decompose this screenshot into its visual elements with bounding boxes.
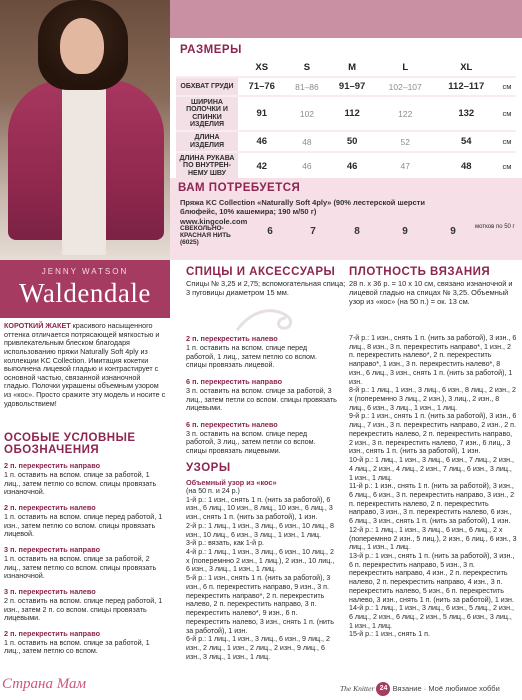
table-row — [176, 131, 516, 152]
abbrev-item — [186, 377, 338, 413]
title-banner — [0, 260, 170, 318]
size-label: XL — [435, 59, 498, 77]
unit: см — [498, 96, 516, 131]
materials-title: ВАМ ПОТРЕБУЕТСЯ — [178, 182, 301, 194]
skein-count: 9 — [450, 226, 456, 237]
cell: 71–76 — [238, 77, 286, 96]
size-label: S — [286, 59, 329, 77]
cell: 46 — [286, 152, 329, 180]
pattern-name: Объемный узор из «кос» — [186, 478, 277, 487]
cell: 122 — [376, 96, 435, 131]
abbrev-title: 2 п. перекрестить направо — [4, 461, 101, 471]
color-label: СВЕКОЛЬНО-КРАСНАЯ НИТЬ (6025) — [180, 225, 231, 247]
header-strip — [170, 0, 522, 38]
abbrev-title: 2 п. перекрестить налево — [4, 503, 96, 513]
yarn-text: Пряжа KC Collection «Naturally Soft 4ply» (90% лестерской шерсти блюфейс, 10% кашемира; 190 м/50 г) — [180, 198, 425, 217]
author-name: JENNY WATSON — [41, 267, 129, 276]
pattern-title: Waldendale — [19, 278, 151, 308]
size-label: L — [376, 59, 435, 77]
page-footer — [340, 682, 500, 696]
abbrev-item — [4, 629, 166, 656]
abbrev-title: 2 п. перекрестить направо — [4, 628, 101, 638]
abbrev-body: 1 п. оставить на вспом. спице перед работой, 1 лиц., затем петлю со вспом. спицы провязать лицевой. — [186, 343, 317, 370]
sizes-title: РАЗМЕРЫ — [180, 44, 242, 56]
cell: 91 — [238, 96, 286, 131]
yarn-description — [180, 198, 450, 226]
swirl-decoration — [232, 302, 302, 336]
abbrev-body: 1 п. оставить на вспом. спице перед работой, 1 изн., затем петлю со вспом. спицы провязать лицевой. — [4, 512, 163, 539]
magazine-tagline: Вязание · Моё любимое хобби — [392, 683, 500, 693]
unit: см — [498, 77, 516, 96]
abbrev-title: 2 п. перекрестить налево — [186, 334, 278, 343]
cell: 48 — [286, 131, 329, 152]
patterns-section — [186, 462, 338, 661]
materials-section — [170, 178, 522, 260]
cell: 47 — [376, 152, 435, 180]
abbrev-item — [4, 545, 166, 581]
patterns-title: УЗОРЫ — [186, 462, 231, 474]
row-label: ДЛИНА РУКАВА ПО ВНУТРЕН-НЕМУ ШВУ — [176, 152, 238, 180]
cell: 112–117 — [435, 77, 498, 96]
abbrev-item — [186, 420, 338, 456]
table-row — [176, 96, 516, 131]
gauge-text: 28 п. х 36 р. = 10 х 10 см, связано изнаночной и лицевой гладью на спицах № 3,25. Объемный узор из «кос» (на 50 п.) = ок. 13 см. — [349, 279, 513, 306]
skein-count: 8 — [354, 226, 360, 237]
abbrev-title: 3 п. перекрестить налево — [4, 586, 96, 596]
abbrev-body: 1 п. оставить на вспом. спице за работой, 1 лиц., затем петлю со вспом. спицы провязать изнаночной. — [4, 470, 157, 497]
unit: см — [498, 152, 516, 180]
abbrev-body: 2 п. оставить на вспом. спице перед работой, 1 изн., затем 2 п. со вспом. спицы провязать лицевыми. — [4, 595, 163, 623]
pattern-rows: (на 50 п. и 24 р.) 1-й р.: 1 изн., снять 1 п. (нить за работой), 6 изн., 6 лиц., 10 изн., 8 лиц., 10 изн., 6 лиц., 3 изн., снять 1 п. (нить за работой), 1 изн. 2-й р.: 1 лиц., 1 изн., 3 лиц., 6 изн., 10 лиц., 8 изн., 10 лиц., 6 изн., 3 лиц., 1 изн., 1 лиц. 3-й р.: вязать, как 1-й р. 4-й р.: 1 лиц., 1 изн., 3 лиц., 6 изн., 10 лиц., 2 х (поперемнно 2 изн., 1 лиц.), 2 изн., 10 лиц., 6 изн., 3 лиц., 1 изн., 1 лиц. 5-й р.: 1 изн., снять 1 п. (нить за работой), 3 изн., 6 п. перекрестить направо, 9 изн., 3 п. перекрестить направо*, 2 п. перекрестить налево, 2 п. перекрестить направо, 3 п. перекрестить налево*, 9 изн., 6 п. перекрестить налево, 3 изн., снять 1 п. (нить за работой), 1 изн. 6-й р.: 1 лиц., 1 изн., 3 лиц., 6 изн., 9 лиц., 2 изн., 2 лиц., 1 изн., 2 лиц., 2 изн., 9 лиц., 6 изн., 3 лиц., 1 изн., 1 лиц. — [186, 487, 335, 661]
cell: 91–97 — [328, 77, 376, 96]
intro-body: красивого насыщенного оттенка отличается потрясающей мягкостью и привлекательным блеском благодаря использованию пряжи Naturally Soft 4ply из коллекции KC Collection. Имитация кокетки выполнена лицевой гладью и контрастирует с основной частью, связанной изнаночной гладью. Полочки украшены объемным узором из «кос». Просто сражите эту модель и носите с удовольствием! — [4, 321, 166, 408]
intro-text — [4, 322, 166, 408]
sizes-table — [176, 59, 516, 181]
face-shape — [60, 18, 104, 74]
cell: 81–86 — [286, 77, 329, 96]
abbreviations-title: ОСОБЫЕ УСЛОВНЫЕ ОБОЗНАЧЕНИЯ — [4, 432, 136, 457]
table-row — [176, 77, 516, 96]
cell: 132 — [435, 96, 498, 131]
abbrev-title: 6 п. перекрестить направо — [186, 376, 283, 386]
row-label: ДЛИНА ИЗДЕЛИЯ — [176, 131, 238, 152]
cell: 42 — [238, 152, 286, 180]
row-label: ОБХВАТ ГРУДИ — [176, 77, 238, 96]
magazine-name: The Knitter — [340, 683, 375, 693]
cell: 50 — [328, 131, 376, 152]
cell: 46 — [238, 131, 286, 152]
yarn-url: www.kingcole.com — [180, 216, 248, 226]
abbrev-item — [4, 503, 166, 539]
cell: 48 — [435, 152, 498, 180]
size-label: M — [328, 59, 376, 77]
abbreviations-continued — [186, 334, 338, 463]
shirt-shape — [62, 80, 106, 255]
needles-text: Спицы № 3,25 и 2,75; вспомогательная спица; 3 пуговицы диаметром 15 мм. — [186, 279, 346, 297]
cell: 54 — [435, 131, 498, 152]
cell: 46 — [328, 152, 376, 180]
row-label: ШИРИНА ПОЛОЧКИ И СПИНКИ ИЗДЕЛИЯ — [176, 96, 238, 131]
cell: 102 — [286, 96, 329, 131]
abbrev-item — [4, 587, 166, 623]
sizes-section — [176, 44, 516, 181]
abbrev-item — [186, 334, 338, 370]
site-watermark: Страна Мам — [2, 676, 87, 692]
pattern-rows-continued: 7-й р.: 1 изн., снять 1 п. (нить за работой), 3 изн., 6 лиц., 8 изн., 3 п. перекрестить направо*, 1 изн., 2 п. перекрестить налево*, 2 п. перекрестить направо*, 1 изн., 3 п. перекрестить налево*, 8 изн., 6 лиц., 3 изн., снять 1 п. (нить за работой), 1 изн. 8-й р.: 1 лиц., 1 изн., 3 лиц., 6 изн., 8 лиц., 2 изн., 2 х (поперемнно 3 лиц., 2 изн.), 3 лиц., 2 изн., 8 лиц., 6 изн., 3 лиц., 1 изн., 1 лиц. 9-й р.: 1 изн., снять 1 п. (нить за работой), 3 изн., 6 лиц., 7 изн., 3 п. перекрестить направо, 2 изн., 2 п. перекрестить налево, 2 п. перекрестить направо, 2 изн., 3 п. перекрестить налево, 7 изн., 6 лиц., 3 изн., снять 1 п. (нить за работой), 1 изн. 10-й р.: 1 лиц., 1 изн., 3 лиц., 6 изн., 7 лиц., 2 изн., 4 лиц., 2 изн., 4 лиц., 2 изн., 7 лиц., 6 изн., 3 лиц., 1 изн., 1 лиц. 11-й р.: 1 изн., снять 1 п. (нить за работой), 3 изн., 6 лиц., 6 изн., 3 п. перекрестить направо, 3 изн., 2 п. перекрестить налево, 2 п. перекрестить направо, 3 изн., 3 п. перекрестить налево, 6 изн., 6 лиц., 3 изн., снять 1 п. (нить за работой), 1 изн. 12-й р.: 1 лиц., 1 изн., 3 лиц., 6 изн., 6 лиц., 2 х (поперемнно 2 изн., 5 лиц.), 2 изн., 6 лиц., 6 изн., 3 лиц., 1 изн., 1 лиц. 13-й р.: 1 изн., снять 1 п. (нить за работой), 3 изн., 6 п. перекрестить направо, 5 изн., 3 п. перекрестить направо, 4 изн., 2 п. перекрестить налево, 2 п. перекрестить направо, 4 изн., 3 п. перекрестить налево, 5 изн., 6 п. перекрестить налево, 3 изн., снять 1 п. (нить за работой), 1 изн. 14-й р.: 1 лиц., 1 изн., 3 лиц., 6 изн., 5 лиц., 2 изн., 6 лиц., 2 изн., 6 лиц., 2 изн., 5 лиц., 6 изн., 3 лиц., 1 изн., 1 лиц. 15-й р.: 1 изн., снять 1 п. — [349, 334, 517, 639]
intro-lead: КОРОТКИЙ ЖАКЕТ — [4, 321, 71, 330]
table-row — [176, 152, 516, 180]
abbrev-body: 1 п. оставить на вспом. спице за работой, 2 лиц., затем петлю со вспом. спицы провязать изнаночной. — [4, 553, 157, 581]
abbrev-title: 3 п. перекрестить направо — [4, 544, 101, 554]
gauge-section — [349, 266, 517, 307]
abbrev-item — [4, 461, 166, 497]
skein-count: 9 — [402, 226, 408, 237]
needles-title: СПИЦЫ И АКСЕССУАРЫ — [186, 266, 336, 278]
needles-section — [186, 266, 346, 298]
abbrev-body: 3 п. оставить на вспом. спице перед работой, 3 лиц., затем петли со вспом. спицы провязать лицевыми. — [186, 428, 316, 456]
model-photo — [0, 0, 170, 260]
unit: см — [498, 131, 516, 152]
cell: 112 — [328, 96, 376, 131]
size-label: XS — [238, 59, 286, 77]
cell: 102–107 — [376, 77, 435, 96]
skein-unit: мотков по 50 г — [475, 224, 515, 230]
cell: 52 — [376, 131, 435, 152]
page-number: 24 — [376, 682, 390, 696]
abbrev-body: 3 п. оставить на вспом. спице за работой, 3 лиц., затем петли со вспом. спицы провязать лицевыми. — [186, 385, 337, 413]
abbrev-body: 1 п. оставить на вспом. спице за работой, 1 лиц., затем петлю со вспом. — [4, 637, 150, 656]
gauge-title: ПЛОТНОСТЬ ВЯЗАНИЯ — [349, 266, 491, 278]
abbreviations-section — [4, 432, 166, 662]
abbrev-title: 6 п. перекрестить налево — [186, 419, 278, 429]
skein-count: 6 — [267, 226, 273, 237]
skein-count: 7 — [310, 226, 316, 237]
